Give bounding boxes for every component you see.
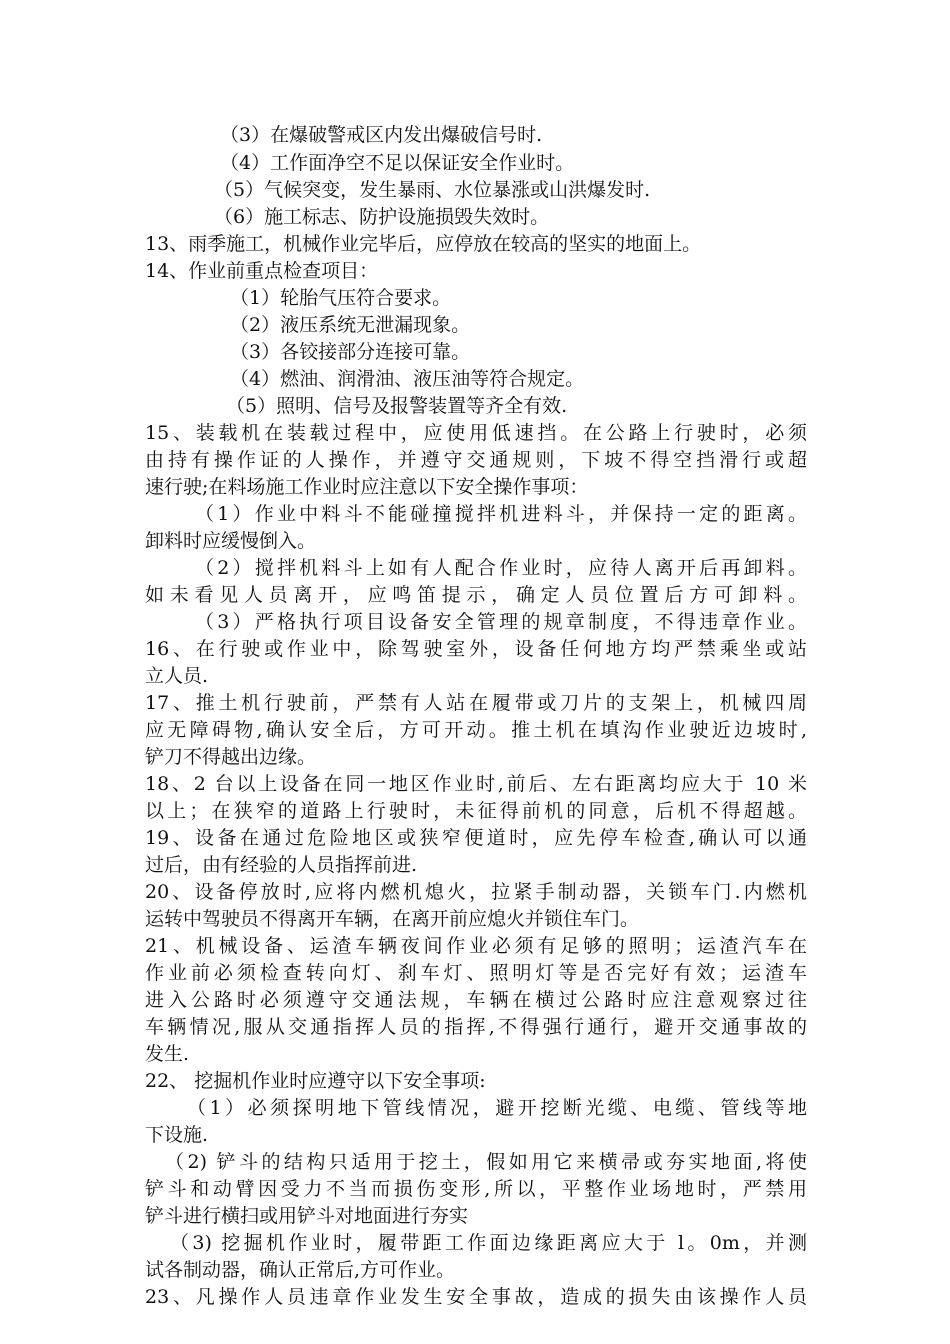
text-line: 运转中驾驶员不得离开车辆，在离开前应熄火并锁住车门。 (145, 908, 640, 930)
text-line: 铲刀不得越出边缘。 (145, 746, 317, 768)
text-line: 进入公路时必须遵守交通法规，车辆在横过公路时应注意观察过往 (145, 989, 807, 1011)
text-line: 作业前必须检查转向灯、刹车灯、照明灯等是否完好有效；运渣车 (145, 962, 807, 984)
text-line: 14、作业前重点检查项目： (145, 260, 379, 282)
text-line: （3）各铰接部分连接可靠。 (230, 341, 471, 363)
text-line: 发生. (145, 1043, 190, 1065)
text-line: （2）液压系统无泄漏现象。 (230, 314, 471, 336)
text-line: 卸料时应缓慢倒入。 (145, 530, 317, 552)
text-line: （1）轮胎气压符合要求。 (230, 287, 452, 309)
text-line: 19、设备在通过危险地区或狭窄便道时，应先停车检查,确认可以通 (145, 827, 807, 849)
text-line: 铲斗进行横扫或用铲斗对地面进行夯实 (145, 1205, 469, 1227)
text-line: （1）必须探明地下管线情况，避开挖断光缆、电缆、管线等地 (187, 1097, 807, 1119)
text-line: 15、装载机在装载过程中，应使用低速挡。在公路上行驶时，必须 (145, 422, 807, 444)
text-line: （3）在爆破警戒区内发出爆破信号时. (220, 124, 543, 146)
text-line: 下设施. (145, 1124, 209, 1146)
text-line: （3）严格执行项目设备安全管理的规章制度，不得违章作业。 (195, 611, 807, 633)
text-line: 22、 挖掘机作业时应遵守以下安全事项: (145, 1070, 486, 1092)
text-line: 由持有操作证的人操作，并遵守交通规则，下坡不得空挡滑行或超 (145, 449, 807, 471)
text-line: 17、推土机行驶前，严禁有人站在履带或刀片的支架上，机械四周 (145, 692, 807, 714)
text-line: 试各制动器，确认正常后,方可作业。 (145, 1259, 456, 1281)
text-line: 速行驶;在料场施工作业时应注意以下安全操作事项： (145, 476, 589, 498)
text-line: 应无障碍物,确认安全后，方可开动。推土机在填沟作业驶近边坡时, (145, 719, 807, 741)
text-line: 13、雨季施工，机械作业完毕后，应停放在较高的坚实的地面上。 (145, 233, 702, 255)
text-line: （4）工作面净空不足以保证安全作业时。 (220, 152, 575, 174)
text-line: 18、2 台以上设备在同一地区作业时,前后、左右距离均应大于 10 米 (145, 773, 807, 795)
text-line: 21、机械设备、运渣车辆夜间作业必须有足够的照明；运渣汽车在 (145, 935, 807, 957)
text-line: （4）燃油、润滑油、液压油等符合规定。 (230, 368, 585, 390)
text-line: （6）施工标志、防护设施损毁失效时。 (214, 206, 550, 228)
text-line: （3) 挖掘机作业时，履带距工作面边缘距离应大于 l。0m，并测 (170, 1232, 807, 1254)
text-line: 如未看见人员离开，应鸣笛提示，确定人员位置后方可卸料。 (145, 584, 807, 606)
text-line: 过后，由有经验的人员指挥前进. (145, 854, 418, 876)
text-line: （2) 铲斗的结构只适用于挖土，假如用它来横帚或夯实地面,将使 (165, 1151, 807, 1173)
text-line: 车辆情况,服从交通指挥人员的指挥,不得强行通行，避开交通事故的 (145, 1016, 807, 1038)
text-line: 20、设备停放时,应将内燃机熄火，拉紧手制动器，关锁车门.内燃机 (145, 881, 807, 903)
text-line: （5）气候突变，发生暴雨、水位暴涨或山洪爆发时. (214, 179, 651, 201)
text-line: 铲斗和动臂因受力不当而损伤变形,所以，平整作业场地时，严禁用 (145, 1178, 807, 1200)
text-line: （2）搅拌机料斗上如有人配合作业时，应待人离开后再卸料。 (195, 557, 807, 579)
text-line: （1）作业中料斗不能碰撞搅拌机进料斗，并保持一定的距离。 (195, 503, 807, 525)
text-line: 以上；在狭窄的道路上行驶时，未征得前机的同意，后机不得超越。 (145, 800, 807, 822)
text-line: 16、在行驶或作业中，除驾驶室外，设备任何地方均严禁乘坐或站 (145, 638, 807, 660)
text-line: 立人员. (145, 665, 209, 687)
text-line: （5）照明、信号及报警装置等齐全有效. (226, 395, 568, 417)
text-line: 23、凡操作人员违章作业发生安全事故，造成的损失由该操作人员 (145, 1286, 807, 1308)
